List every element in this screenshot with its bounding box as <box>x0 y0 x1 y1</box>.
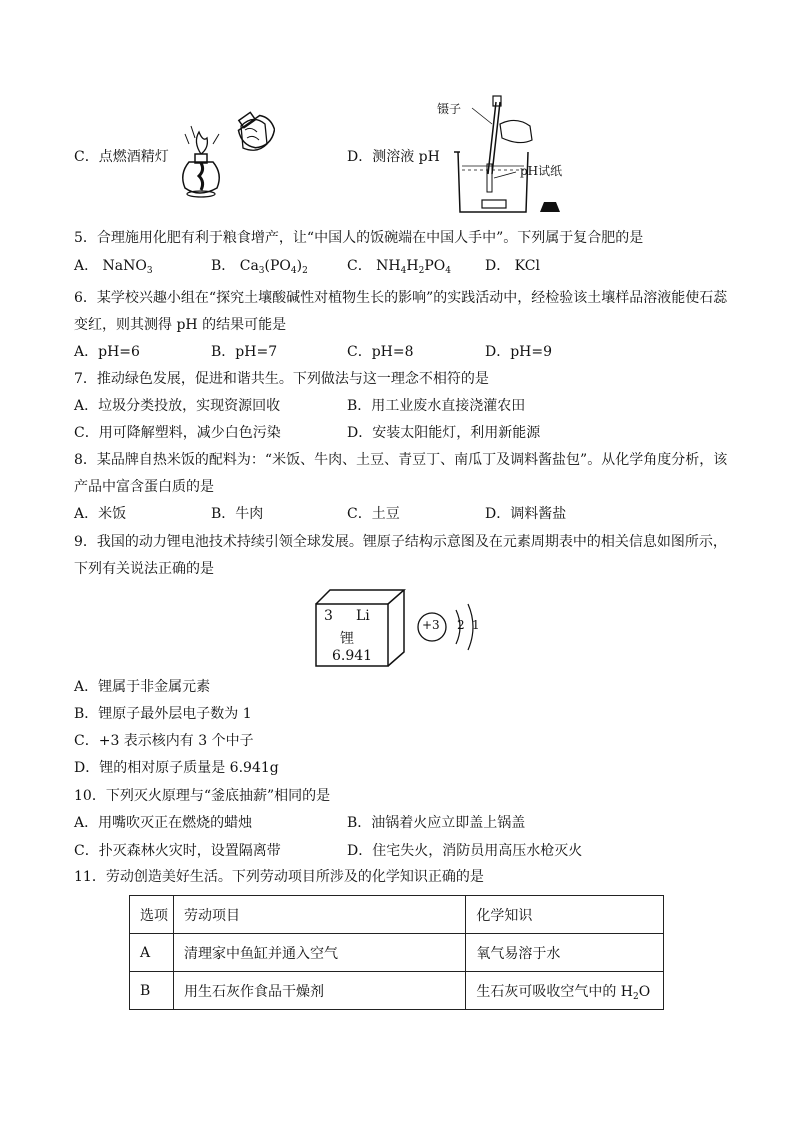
q11-table <box>129 895 664 1010</box>
row-a-option: A <box>130 934 174 972</box>
q5-option-d: D． KCl <box>485 258 540 274</box>
q5-stem: 5．合理施用化肥有利于粮食增产，让“中国人的饭碗端在中国人手中”。下列属于复合肥的是 <box>74 230 644 246</box>
q6-option-d: D．pH=9 <box>485 344 553 360</box>
table-header-row <box>130 896 664 934</box>
row-a-knowledge: 氧气易溶于水 <box>466 934 664 972</box>
element-mass: 6.941 <box>332 648 373 664</box>
q9-stem-line1: 9．我国的动力锂电池技术持续引领全球发展。锂原子结构示意图及在元素周期表中的相关信息如图所示， <box>74 534 727 550</box>
header-labor-item: 劳动项目 <box>173 896 465 934</box>
row-b-item: 用生石灰作食品干燥剂 <box>173 972 465 1010</box>
ph-paper-label: pH试纸 <box>520 164 563 178</box>
q9-stem-line2: 下列有关说法正确的是 <box>74 561 214 577</box>
q7-option-d: D．安装太阳能灯，利用新能源 <box>347 425 541 441</box>
alcohol-lamp-lighting-illustration <box>165 104 275 204</box>
shell-2-electrons: 1 <box>472 618 480 632</box>
shell-1-electrons: 2 <box>457 618 465 632</box>
q7-option-b: B．用工业废水直接浇灌农田 <box>347 398 526 414</box>
tweezers-label: 镊子 <box>437 102 462 116</box>
header-option: 选项 <box>130 896 174 934</box>
periodic-element-box <box>314 588 406 668</box>
q7-stem: 7．推动绿色发展，促进和谐共生。下列做法与这一理念不相符的是 <box>74 371 489 387</box>
q5-option-c: C． $NH_4H_2PO_4$ <box>347 258 451 276</box>
q4-option-c-figure <box>165 104 275 204</box>
q10-option-d: D．住宅失火，消防员用高压水枪灭火 <box>347 843 583 859</box>
table-row <box>130 972 664 1010</box>
q9-option-b: B．锂原子最外层电子数为 1 <box>74 706 252 722</box>
q8-stem-line1: 8．某品牌自热米饭的配料为：“米饭、牛肉、土豆、青豆丁、南瓜丁及调料酱盐包”。从化学角度分析，该 <box>74 452 728 468</box>
element-name: 锂 <box>340 631 354 647</box>
q6-option-b: B．pH=7 <box>211 344 278 360</box>
nucleus-charge: +3 <box>422 618 440 632</box>
row-a-item: 清理家中鱼缸并通入空气 <box>173 934 465 972</box>
q6-stem-line1: 6．某学校兴趣小组在“探究土壤酸碱性对植物生长的影响”的实践活动中，经检验该土壤样品溶液能使石蕊 <box>74 290 728 306</box>
element-atomic-number: 3 <box>324 608 333 624</box>
q8-option-d: D．调料酱盐 <box>485 506 567 522</box>
row-b-option: B <box>130 972 174 1010</box>
q6-option-a: A．pH=6 <box>74 344 140 360</box>
atom-structure-diagram <box>414 600 494 656</box>
q8-stem-line2: 产品中富含蛋白质的是 <box>74 479 214 495</box>
header-chem-knowledge: 化学知识 <box>466 896 664 934</box>
q4-option-c: C．点燃酒精灯 <box>74 149 169 165</box>
q9-option-d: D．锂的相对原子质量是 6.941g <box>74 760 279 776</box>
q7-option-c: C．用可降解塑料，减少白色污染 <box>74 425 281 441</box>
element-symbol: Li <box>356 608 370 624</box>
q9-option-c: C．+3 表示核内有 3 个中子 <box>74 733 254 749</box>
q5-option-a: A． NaNO$_3$ <box>74 258 153 276</box>
q8-option-a: A．米饭 <box>74 506 127 522</box>
q11-stem: 11．劳动创造美好生活。下列劳动项目所涉及的化学知识正确的是 <box>74 869 484 885</box>
q8-option-b: B．牛肉 <box>211 506 264 522</box>
q6-option-c: C．pH=8 <box>347 344 414 360</box>
q6-stem-line2: 变红，则其测得 pH 的结果可能是 <box>74 317 287 333</box>
q8-option-c: C．土豆 <box>347 506 400 522</box>
q7-option-a: A．垃圾分类投放，实现资源回收 <box>74 398 281 414</box>
q4-option-d: D．测溶液 pH <box>347 149 440 165</box>
q10-option-a: A．用嘴吹灭正在燃烧的蜡烛 <box>74 815 253 831</box>
q9-option-a: A．锂属于非金属元素 <box>74 679 211 695</box>
q10-option-c: C．扑灭森林火灾时，设置隔离带 <box>74 843 281 859</box>
table-row <box>130 934 664 972</box>
q10-stem: 10．下列灭火原理与“釜底抽薪”相同的是 <box>74 788 331 804</box>
q10-option-b: B．油锅着火应立即盖上锅盖 <box>347 815 526 831</box>
q5-option-b: B． $Ca_3(PO_4)_2$ <box>211 258 308 276</box>
row-b-knowledge: 生石灰可吸收空气中的 $H_2O$ <box>466 972 664 1010</box>
